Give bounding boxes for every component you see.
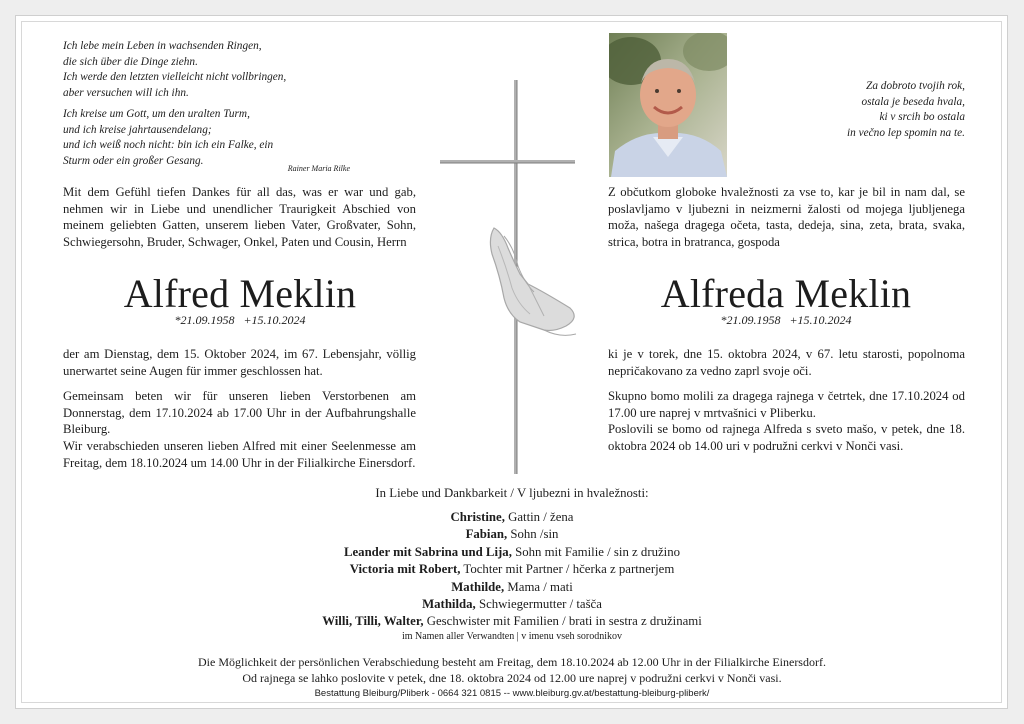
- footer: [62, 654, 962, 686]
- slovenian-quote: [760, 79, 965, 141]
- undertaker-contact: Bestattung Bleiburg/Pliberk - 0664 321 0815 -- www.bleiburg.gv.at/bestattung-bleiburg-pliberk/: [314, 688, 710, 699]
- intro-text-de: Mit dem Gefühl tiefen Dankes für all das, was er war und gab, nehmen wir in Liebe und unendlicher Traurigkeit Abschied von meinem geliebten Gatten, unserem lieben Vater, Großvater, Sohn, Schwiegersohn, Bruder, Schwager, Onkel, Paten und Cousin, Herrn: [63, 185, 416, 249]
- family-member: [212, 579, 812, 596]
- member-role: Sohn mit Familie / sin z družino: [515, 544, 681, 559]
- death-text-de: der am Dienstag, dem 15. Oktober 2024, im 67. Lebensjahr, völlig unerwartet seine Augen für immer geschlossen hat.: [63, 347, 416, 378]
- prayer-text-de: Gemeinsam beten wir für unseren lieben Verstorbenen am Donnerstag, dem 17.10.2024 ab 17.00 Uhr in der Aufbahrungshalle Bleiburg.: [63, 389, 416, 437]
- right-details: [608, 346, 965, 455]
- cross-with-hands: [438, 78, 578, 478]
- family-list: [212, 509, 812, 631]
- family-member: [212, 509, 812, 526]
- right-intro: [608, 184, 965, 250]
- poem-line: Ich kreise um Gott, um den uralten Turm,: [63, 108, 250, 120]
- relatives-line: im Namen aller Verwandten | v imenu vseh sorodnikov: [401, 631, 623, 642]
- portrait-image: [609, 33, 727, 177]
- quote-line: ki v srcih bo ostala: [879, 111, 965, 123]
- family-heading: In Liebe und Dankbarkeit / V ljubezni in hvaležnosti:: [375, 486, 649, 500]
- family-member: [212, 596, 812, 613]
- family-member: [212, 526, 812, 543]
- poem-line: und ich weiß noch nicht: bin ich ein Falke, ein: [63, 139, 274, 151]
- member-name: Mathilda,: [422, 597, 476, 612]
- left-details: [63, 346, 416, 471]
- poem: [63, 39, 363, 169]
- mass-text-sl: Poslovili se bomo od rajnega Alfreda s sveto mašo, v petek, dne 18. oktobra 2024 ob 14.00 uri v podružni cerkvi v Nonči vasi.: [608, 422, 965, 453]
- portrait-photo: [609, 33, 727, 177]
- member-role: Mama / mati: [507, 579, 573, 594]
- quote-line: ostala je beseda hvala,: [861, 95, 965, 108]
- member-role: Tochter mit Partner / hčerka z partnerjem: [463, 562, 675, 577]
- member-role: Sohn /sin: [510, 527, 559, 542]
- family-member: [212, 544, 812, 561]
- mass-text-de: Wir verabschieden unseren lieben Alfred mit einer Seelenmesse am Freitag, dem 18.10.2024 um 14.00 Uhr in der Filialkirche Einersdorf.: [63, 438, 416, 470]
- praying-hands-icon: [490, 228, 576, 335]
- poem-line: Ich lebe mein Leben in wachsenden Ringen,: [63, 40, 262, 52]
- poem-line: Sturm oder ein großer Gesang.: [63, 154, 204, 167]
- family-member: [212, 613, 812, 630]
- member-name: Fabian,: [465, 527, 508, 542]
- member-name: Christine,: [450, 510, 505, 524]
- member-name: Victoria mit Robert,: [349, 562, 461, 577]
- poem-line: die sich über die Dinge ziehn.: [63, 55, 198, 68]
- member-name: Willi, Tilli, Walter,: [322, 614, 424, 629]
- family-member: [212, 561, 812, 578]
- life-dates-sl: *21.09.1958 +15.10.2024: [720, 313, 852, 327]
- intro-text-sl: Z občutkom globoke hvaležnosti za vse to, kar je bil in nam dal, se poslavljamo v ljubezni in neizmerni žalosti od mojega ljubljenega moža, našega dragega očeta, tasta, dedeja, sina, zeta, brata, svaka, strica, botra in bratranca, gospoda: [608, 185, 965, 249]
- farewell-sl: Od rajnega se lahko poslovite v petek, dne 18. oktobra 2024 od 12.00 ure naprej v podružni cerkvi v Nonči vasi.: [242, 671, 782, 685]
- quote-line: in večno lep spomin na te.: [847, 126, 965, 139]
- member-name: Mathilde,: [451, 579, 505, 594]
- prayer-text-sl: Skupno bomo molili za dragega rajnega v četrtek, dne 17.10.2024 od 17.00 ure naprej v mrtvašnici v Pliberku.: [608, 389, 965, 420]
- poem-line: und ich kreise jahrtausendelang;: [63, 123, 212, 136]
- poem-line: aber versuchen will ich ihn.: [63, 86, 189, 99]
- member-role: Gattin / žena: [508, 510, 574, 524]
- poem-author: Rainer Maria Rilke: [287, 164, 350, 173]
- poem-line: Ich werde den letzten vielleicht nicht vollbringen,: [63, 71, 287, 83]
- life-dates-de: *21.09.1958 +15.10.2024: [174, 313, 306, 327]
- left-intro: [63, 184, 416, 250]
- member-role: Schwiegermutter / tašča: [478, 597, 602, 612]
- farewell-de: Die Möglichkeit der persönlichen Verabschiedung besteht am Freitag, dem 18.10.2024 ab 12.00 Uhr in der Filialkirche Einersdorf.: [198, 655, 826, 669]
- member-role: Geschwister mit Familien / brati in sestra z družinami: [426, 614, 702, 629]
- deceased-name-de: Alfred Meklin: [123, 271, 357, 316]
- death-text-sl: ki je v torek, dne 15. oktobra 2024, v 67. letu starosti, popolnoma nepričakovano za vedno zaprl svoje oči.: [608, 347, 965, 378]
- deceased-name-sl: Alfreda Meklin: [660, 271, 912, 316]
- quote-line: Za dobroto tvojih rok,: [866, 80, 965, 92]
- member-name: Leander mit Sabrina und Lija,: [343, 544, 512, 559]
